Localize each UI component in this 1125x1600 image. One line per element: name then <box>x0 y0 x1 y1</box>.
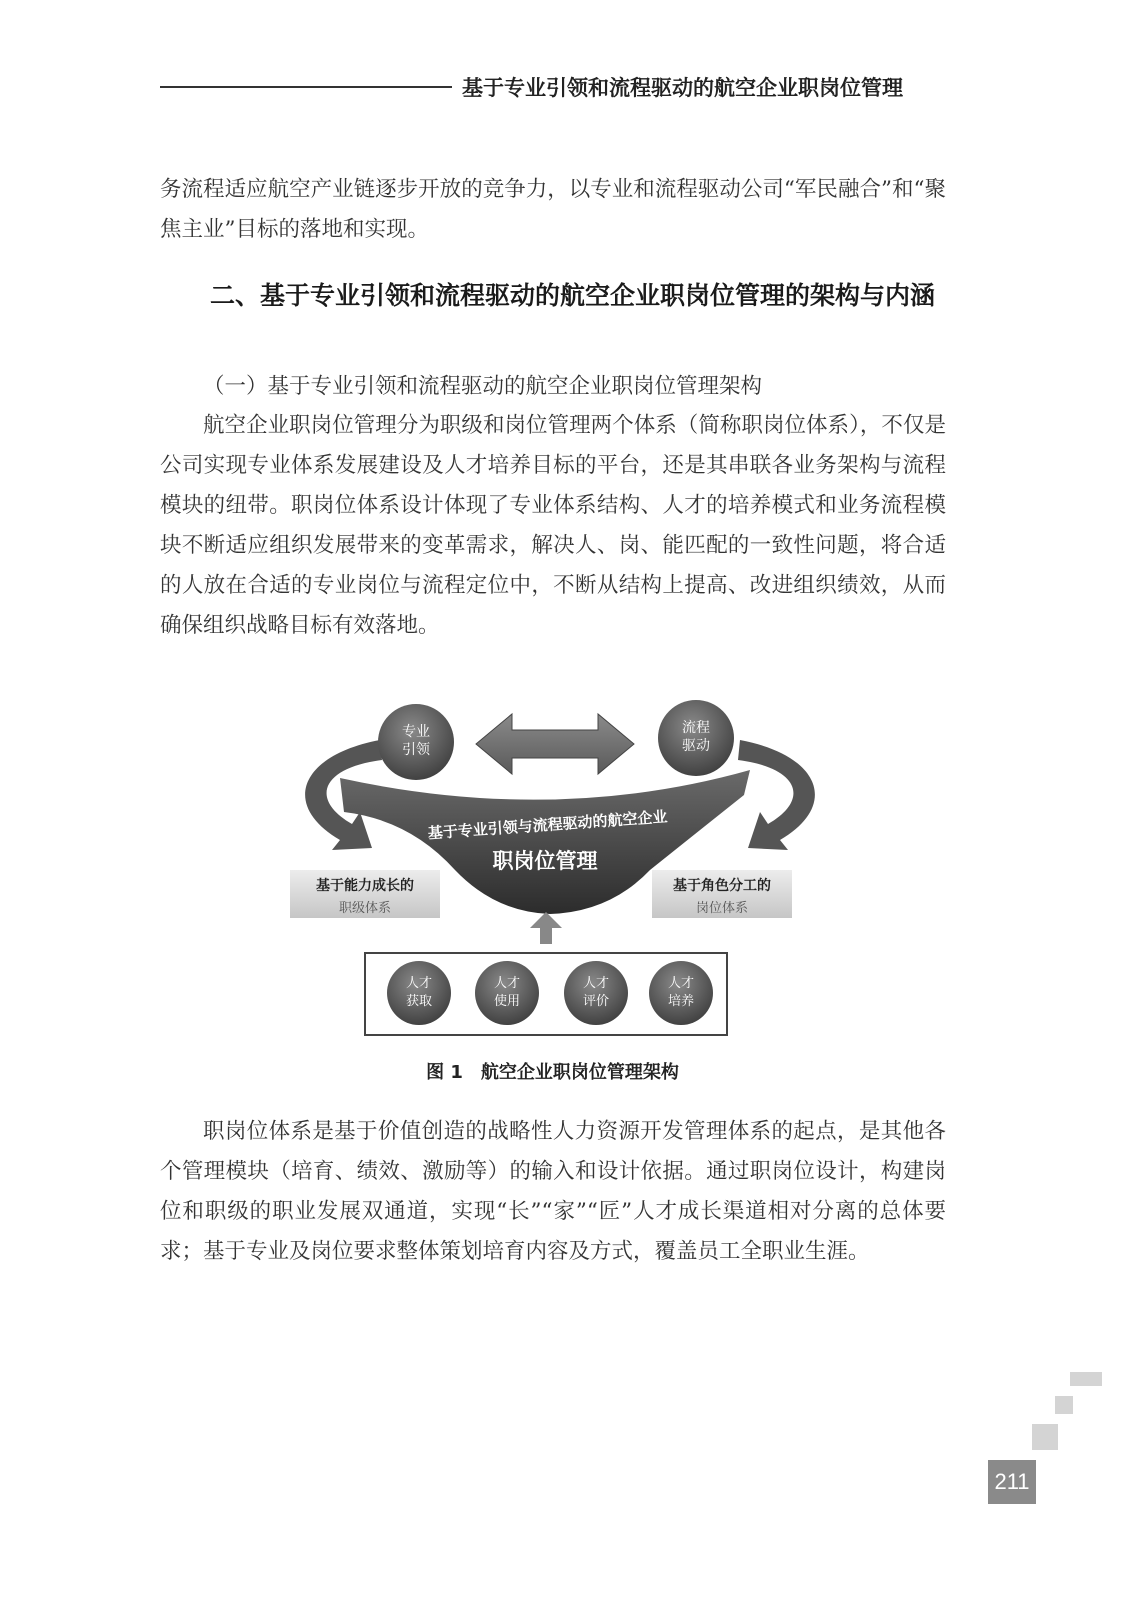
talent-4-line2: 培养 <box>667 994 695 1009</box>
up-arrow <box>530 912 562 944</box>
talent-2-line1: 人才 <box>493 976 521 991</box>
talent-4-line1: 人才 <box>667 976 695 991</box>
banner-main-text: 职岗位管理 <box>492 849 598 873</box>
paragraph-2: 职岗位体系是基于价值创造的战略性人力资源开发管理体系的起点，是其他各个管理模块（培育、绩效、激励等）的输入和设计依据。通过职岗位设计，构建岗位和职级的职业发展双通道，实现“长”“家”“匠”人才成长渠道相对分离的总体要求；基于专业及岗位要求整体策划培育内容及方式，覆盖员工全职业生涯。 <box>160 1119 946 1264</box>
running-head: 基于专业引领和流程驱动的航空企业职岗位管理 <box>462 76 903 100</box>
figure-caption: 图 1 航空企业职岗位管理架构 <box>426 1062 679 1083</box>
subsection-heading: （一）基于专业引领和流程驱动的航空企业职岗位管理架构 <box>203 374 763 399</box>
architecture-diagram <box>280 700 840 1060</box>
talent-acquire-circle <box>387 961 451 1025</box>
talent-3-line1: 人才 <box>582 976 610 991</box>
page-number: 211 <box>988 1460 1036 1504</box>
circle-left-line1: 专业 <box>402 724 430 740</box>
paragraph-continued: 务流程适应航空产业链逐步开放的竞争力，以专业和流程驱动公司“军民融合”和“聚焦主业”目标的落地和实现。 <box>160 177 946 242</box>
decor-square-3 <box>1032 1424 1058 1450</box>
architecture-figure <box>280 700 840 1060</box>
talent-cultivate-circle <box>649 961 713 1025</box>
talent-3-line2: 评价 <box>582 994 610 1009</box>
decor-square-1 <box>1070 1372 1102 1386</box>
circle-right-line1: 流程 <box>682 720 710 736</box>
talent-2-line2: 使用 <box>493 994 521 1009</box>
talent-1-line1: 人才 <box>405 976 433 991</box>
talent-1-line2: 获取 <box>405 994 433 1009</box>
banner-top-text: 基于专业引领与流程驱动的航空企业 <box>427 807 668 843</box>
circle-right-line2: 驱动 <box>682 738 710 754</box>
box-right-line2: 岗位体系 <box>695 901 749 916</box>
header-rule <box>160 86 452 88</box>
curved-arrow-right <box>738 740 815 850</box>
box-left-line1: 基于能力成长的 <box>316 878 414 894</box>
box-right-line1: 基于角色分工的 <box>673 878 771 894</box>
talent-evaluate-circle <box>564 961 628 1025</box>
decor-square-2 <box>1055 1396 1073 1414</box>
paragraph-1: 航空企业职岗位管理分为职级和岗位管理两个体系（简称职岗位体系），不仅是公司实现专业体系发展建设及人才培养目标的平台，还是其串联各业务架构与流程模块的纽带。职岗位体系设计体现了专业体系结构、人才的培养模式和业务流程模块不断适应组织发展带来的变革需求，解决人、岗、能匹配的一致性问题，将合适的人放在合适的专业岗位与流程定位中，不断从结构上提高、改进组织绩效，从而确保组织战略目标有效落地。 <box>160 413 946 638</box>
box-left-line2: 职级体系 <box>338 901 392 916</box>
talent-use-circle <box>475 961 539 1025</box>
double-arrow <box>476 714 634 774</box>
circle-left-line2: 引领 <box>402 742 430 758</box>
section-heading: 二、基于专业引领和流程驱动的航空企业职岗位管理的架构与内涵 <box>210 281 936 310</box>
